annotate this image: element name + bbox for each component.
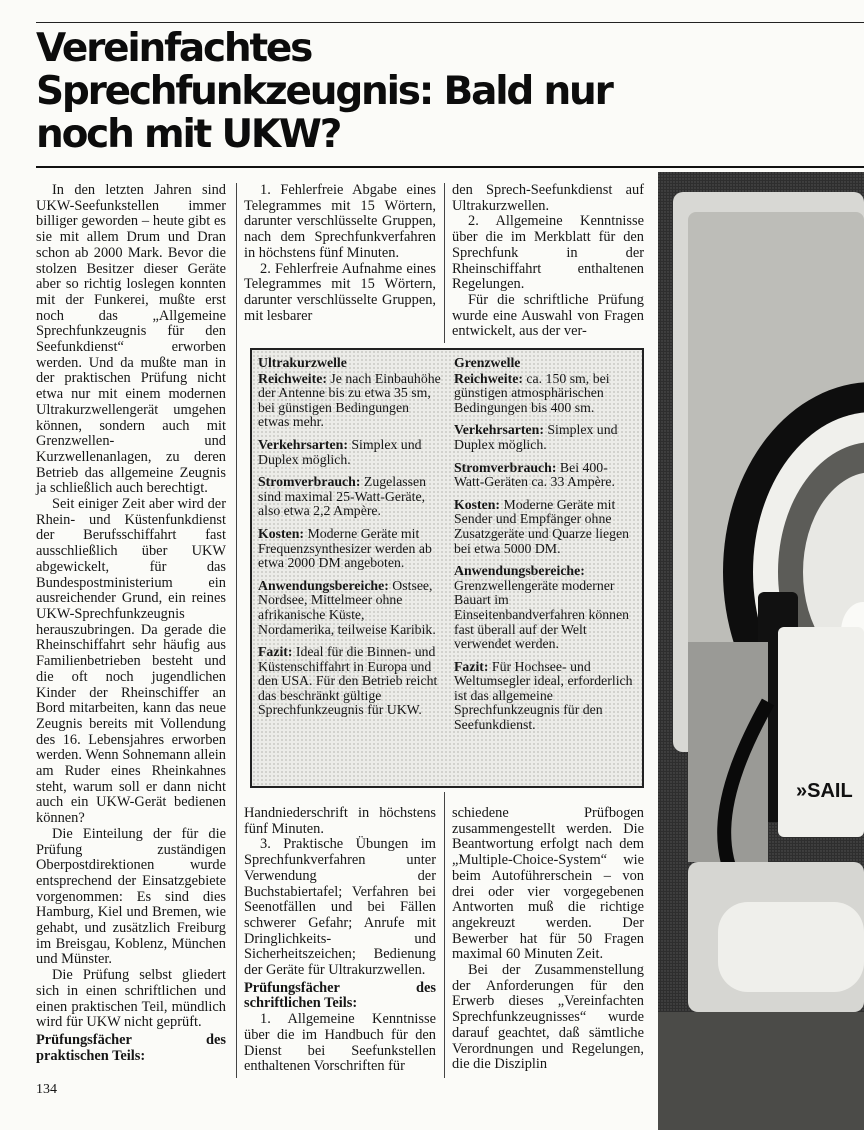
infobox-entry-label: Stromverbrauch:	[454, 459, 557, 475]
infobox-entry-text: Simplex und Duplex möglich.	[454, 422, 618, 452]
infobox-entry	[454, 461, 638, 490]
infobox-grenzwelle-column	[454, 356, 638, 741]
column-divider	[236, 183, 237, 1078]
column-1	[36, 183, 226, 1064]
radio-photo-graphic	[658, 172, 864, 1130]
infobox-entry-text: Bei 400-Watt-Geräten ca. 33 Ampère.	[454, 459, 615, 490]
infobox-entry-text: Simplex und Duplex möglich.	[258, 436, 422, 467]
infobox-entry-text: ca. 150 sm, bei günstigen atmosphärischen Bedingungen bis 400 sm.	[454, 370, 610, 415]
paragraph: Handniederschrift in höchstens fünf Minuten.	[244, 805, 436, 837]
column-divider	[444, 183, 445, 343]
infobox-entry-label: Fazit:	[258, 644, 293, 660]
infobox-entry	[454, 423, 638, 452]
subheading-written: Prüfungsfächer des schriftlichen Teils:	[244, 979, 436, 1012]
column-3-lower	[452, 806, 644, 1073]
comparison-infobox	[250, 348, 644, 788]
infobox-heading: Ultrakurzwelle	[258, 355, 347, 370]
infobox-ukw-column	[258, 356, 442, 726]
infobox-entry-label: Kosten:	[454, 496, 500, 512]
infobox-entry	[258, 527, 442, 571]
column-3	[452, 183, 644, 340]
infobox-entry-text: Zugelassen sind maximal 25-Watt-Geräte, also etwa 2,2 Ampère.	[258, 474, 426, 519]
page-number: 134	[36, 1082, 57, 1097]
photo-label: »SAIL	[796, 780, 853, 802]
paragraph: 2. Fehlerfreie Aufnahme eines Telegrammes mit 15 Wörtern, darunter verschlüsselte Gruppen, mit lesbarer	[244, 260, 436, 324]
paragraph: In den letzten Jahren sind UKW-Seefunkstellen immer billiger geworden – heute gibt es sie mit allem Drum und Dran schon ab 2000 Mark. Bevor die stolzen Besitzer dieser Geräte aber so richtig loslegen konnten mit der Funkerei, mußte erst noch das „Allgemeine Sprechfunkzeugnis für den Seefunkdienst“ erworben werden. Und da mußte man in der praktischen Prüfung nicht etwa nur mit einem modernen Ultrakurzwellengerät umgehen können, sondern auch mit Grenzwellen- und Kurzwellenanlagen, zu deren Betrieb das allgemeine Zeugnis ja schließlich auch berechtigt.	[36, 182, 226, 497]
paragraph: Für die schriftliche Prüfung wurde eine Auswahl von Fragen entwickelt, aus der ver-	[452, 291, 644, 340]
infobox-entry-label: Verkehrsarten:	[258, 436, 348, 452]
infobox-entry	[258, 372, 442, 430]
radio-photo	[658, 172, 864, 1130]
paragraph: Seit einiger Zeit aber wird der Rhein- und Küstenfunkdienst der Berufsschiffahrt fast ausschließlich über UKW abgewickelt, für das Bundespostministerium ein ausreichender Grund, ein reines UKW-Sprechfunkzeugnis herauszubringen. Da gerade die Rheinschiffahrt sehr häufig aus Familienbetrieben besteht und die oft noch jugendlichen Kinder der Rheinschiffer an Bord mitarbeiten, kann das neue Zeugnis bereits mit Vollendung des 16. Lebensjahres erworben werden. Wenn Sohnemann allein am Ruder eines Rheinkahnes steht, warum soll er dann nicht auch ein UKW-Gerät bedienen können?	[36, 496, 226, 827]
infobox-heading: Grenzwelle	[454, 355, 521, 370]
paragraph: Bei der Zusammenstellung der Anforderungen für den Erwerb dieses „Vereinfachten Sprechfunkzeugnisses“ wurde darauf geachtet, daß sämtliche Verordnungen und Regelungen, die die Disziplin	[452, 962, 644, 1073]
infobox-entry-label: Anwendungsbereiche:	[454, 563, 585, 579]
column-2-lower	[244, 806, 436, 1075]
headline-rule	[36, 166, 864, 168]
infobox-entry	[454, 372, 638, 416]
paragraph: Die Prüfung selbst gliedert sich in einen schriftlichen und einen praktischen Teil, mündlich wird für UKW nicht geprüft.	[36, 967, 226, 1031]
infobox-entry-text: Ideal für die Binnen- und Küstenschiffahrt in Europa und den USA. Für den Betrieb reicht das beschränkt gültige Sprechfunkzeugnis für UKW.	[258, 644, 438, 718]
paragraph: schiedene Prüfbogen zusammengestellt werden. Die Beantwortung erfolgt nach dem „Multiple-Choice-System“ wie beim Autoführerschein – von drei oder vier vorgegebenen Antworten muß die richtige angekreuzt werden. Der Bewerber hat für 50 Fragen maximal 60 Minuten Zeit.	[452, 805, 644, 963]
infobox-entry	[258, 645, 442, 718]
infobox-entry-label: Kosten:	[258, 525, 304, 541]
infobox-entry-text: Moderne Geräte mit Frequenzsynthesizer werden ab etwa 2000 DM angeboten.	[258, 525, 432, 571]
infobox-entry-text: Je nach Einbauhöhe der Antenne bis zu etwa 35 sm, bei günstigen Bedingungen etwas mehr.	[258, 370, 441, 430]
paragraph: 1. Allgemeine Kenntnisse über die im Handbuch für den Dienst bei Seefunkstellen enthaltenen Vorschriften für	[244, 1011, 436, 1075]
infobox-entry	[454, 660, 638, 733]
infobox-entry	[258, 475, 442, 519]
infobox-entry-label: Reichweite:	[258, 370, 327, 386]
infobox-entry	[454, 498, 638, 556]
infobox-entry	[258, 438, 442, 467]
infobox-entry-label: Verkehrsarten:	[454, 422, 544, 438]
headline: Vereinfachtes Sprechfunkzeugnis: Bald nur noch mit UKW?	[36, 26, 612, 157]
infobox-entry-text: Moderne Geräte mit Sender und Empfänger ohne Zusatzgeräte und Quarze liegen bei etwa 5000 DM.	[454, 496, 630, 556]
infobox-entry-text: Für Hochsee- und Weltumsegler ideal, erforderlich ist das allgemeine Sprechfunkzeugnis für den Seefunkdienst.	[454, 658, 633, 733]
infobox-entry-label: Reichweite:	[454, 370, 523, 386]
infobox-entry-label: Stromverbrauch:	[258, 474, 361, 490]
paragraph: 1. Fehlerfreie Abgabe eines Telegrammes mit 15 Wörtern, darunter verschlüsselte Gruppen, nach dem Sprechfunkverfahren in höchstens fünf Minuten.	[244, 182, 436, 261]
column-2	[244, 183, 436, 324]
paragraph: 2. Allgemeine Kenntnisse über die im Merkblatt für den Sprechfunk in der Rheinschiffahrt enthaltenen Regelungen.	[452, 213, 644, 293]
subheading-practical: Prüfungsfächer des praktischen Teils:	[36, 1031, 226, 1064]
infobox-entry-label: Anwendungsbereiche:	[258, 577, 389, 593]
column-divider	[444, 792, 445, 1078]
infobox-entry-label: Fazit:	[454, 658, 489, 674]
paragraph: den Sprech-Seefunkdienst auf Ultrakurzwellen.	[452, 182, 644, 214]
top-rule	[36, 22, 864, 23]
infobox-entry-text: Grenzwellengeräte moderner Bauart im Einseitenbandverfahren können fast überall auf der Welt verwendet werden.	[454, 577, 630, 652]
paragraph: Die Einteilung der für die Prüfung zuständigen Oberpostdirektionen wurde entsprechend der Einsatzgebiete vorgenommen: Es sind dies Hamburg, Kiel und Bremen, wie gehabt, und zusätzlich Freiburg im Breisgau, Koblenz, München und Münster.	[36, 825, 226, 968]
infobox-entry-text: Ostsee, Nordsee, Mittelmeer ohne afrikanische Küste, Nordamerika, teilweise Karibik.	[258, 577, 436, 637]
infobox-entry	[454, 564, 638, 652]
infobox-entry	[258, 579, 442, 637]
paragraph: 3. Praktische Übungen im Sprechfunkverfahren unter Verwendung der Buchstabiertafel; Verfahren bei Seenotfällen und bei Fällen schwerer Gefahr; Anrufe mit Dringlichkeits- und Sicherheitszeichen; Bedienung der Geräte für Ultrakurzwellen.	[244, 836, 436, 979]
